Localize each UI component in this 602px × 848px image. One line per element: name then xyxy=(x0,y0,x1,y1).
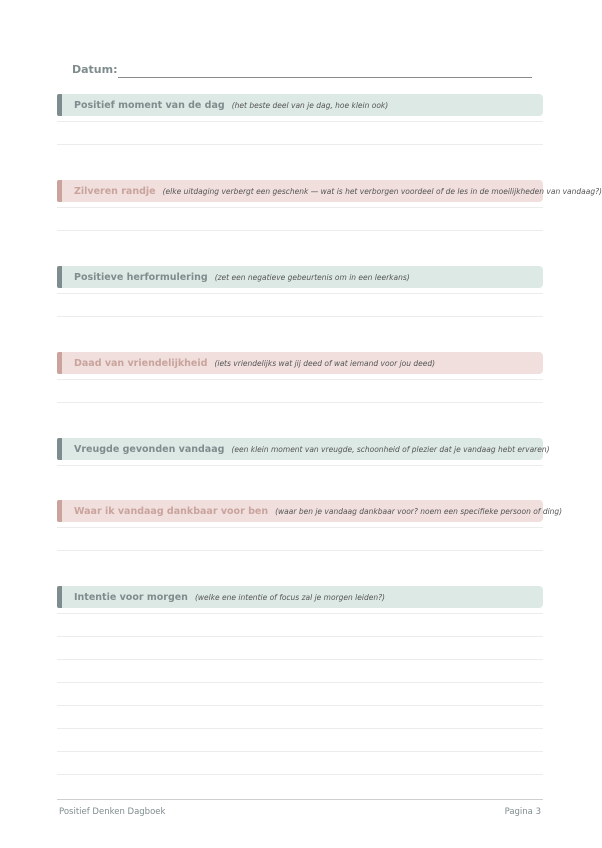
section-title: Intentie voor morgen xyxy=(74,591,188,603)
section-daad-van-vriendelijkheid xyxy=(57,352,543,403)
writing-line[interactable] xyxy=(57,379,543,380)
writing-line[interactable] xyxy=(57,465,543,466)
section-header xyxy=(57,500,563,522)
section-positieve-herformulering xyxy=(57,266,543,317)
writing-line[interactable] xyxy=(57,121,543,122)
writing-line[interactable] xyxy=(57,316,543,317)
section-header xyxy=(57,266,543,288)
section-header xyxy=(57,438,550,460)
section-positief-moment xyxy=(57,94,543,145)
writing-line[interactable] xyxy=(57,293,543,294)
writing-line[interactable] xyxy=(57,682,543,683)
section-header xyxy=(57,180,602,202)
section-title: Positieve herformulering xyxy=(74,271,208,283)
section-dankbaar xyxy=(57,500,563,551)
section-hint: (het beste deel van je dag, hoe klein ook) xyxy=(231,100,389,110)
writing-line[interactable] xyxy=(57,527,543,528)
writing-line[interactable] xyxy=(57,144,543,145)
section-hint: (iets vriendelijks wat jij deed of wat iemand voor jou deed) xyxy=(214,358,436,368)
section-header xyxy=(57,586,543,608)
writing-line[interactable] xyxy=(57,659,543,660)
section-hint: (een klein moment van vreugde, schoonheid of plezier dat je vandaag hebt ervaren) xyxy=(231,444,550,454)
accent-bar xyxy=(57,438,62,460)
page-number: Pagina 3 xyxy=(504,807,541,817)
accent-bar xyxy=(57,94,62,116)
writing-line[interactable] xyxy=(57,550,543,551)
writing-line[interactable] xyxy=(57,636,543,637)
accent-bar xyxy=(57,266,62,288)
datum-label: Datum: xyxy=(72,63,118,76)
writing-line[interactable] xyxy=(57,751,543,752)
section-hint: (welke ene intentie of focus zal je morgen leiden?) xyxy=(194,592,385,602)
datum-line[interactable] xyxy=(118,77,532,78)
accent-bar xyxy=(57,500,62,522)
section-title: Zilveren randje xyxy=(74,185,156,197)
footer-title: Positief Denken Dagboek xyxy=(59,807,166,817)
accent-bar xyxy=(57,586,62,608)
section-title: Daad van vriendelijkheid xyxy=(74,357,208,369)
section-header xyxy=(57,94,543,116)
section-title: Waar ik vandaag dankbaar voor ben xyxy=(74,505,269,517)
section-header xyxy=(57,352,543,374)
accent-bar xyxy=(57,180,62,202)
writing-line[interactable] xyxy=(57,774,543,775)
footer-divider xyxy=(57,799,543,800)
section-hint: (waar ben je vandaag dankbaar voor? noem een specifieke persoon of ding) xyxy=(275,506,563,516)
section-vreugde-gevonden xyxy=(57,438,550,466)
section-intentie-voor-morgen xyxy=(57,586,543,775)
writing-line[interactable] xyxy=(57,728,543,729)
writing-line[interactable] xyxy=(57,705,543,706)
section-title: Vreugde gevonden vandaag xyxy=(74,443,225,455)
section-zilveren-randje xyxy=(57,180,602,231)
section-hint: (zet een negatieve gebeurtenis om in een leerkans) xyxy=(214,272,410,282)
writing-line[interactable] xyxy=(57,207,543,208)
section-title: Positief moment van de dag xyxy=(74,99,225,111)
section-hint: (elke uitdaging verbergt een geschenk — wat is het verborgen voordeel of de les in de moeilijkheden van vandaag?) xyxy=(162,186,602,196)
accent-bar xyxy=(57,352,62,374)
writing-line[interactable] xyxy=(57,402,543,403)
writing-line[interactable] xyxy=(57,613,543,614)
writing-line[interactable] xyxy=(57,230,543,231)
